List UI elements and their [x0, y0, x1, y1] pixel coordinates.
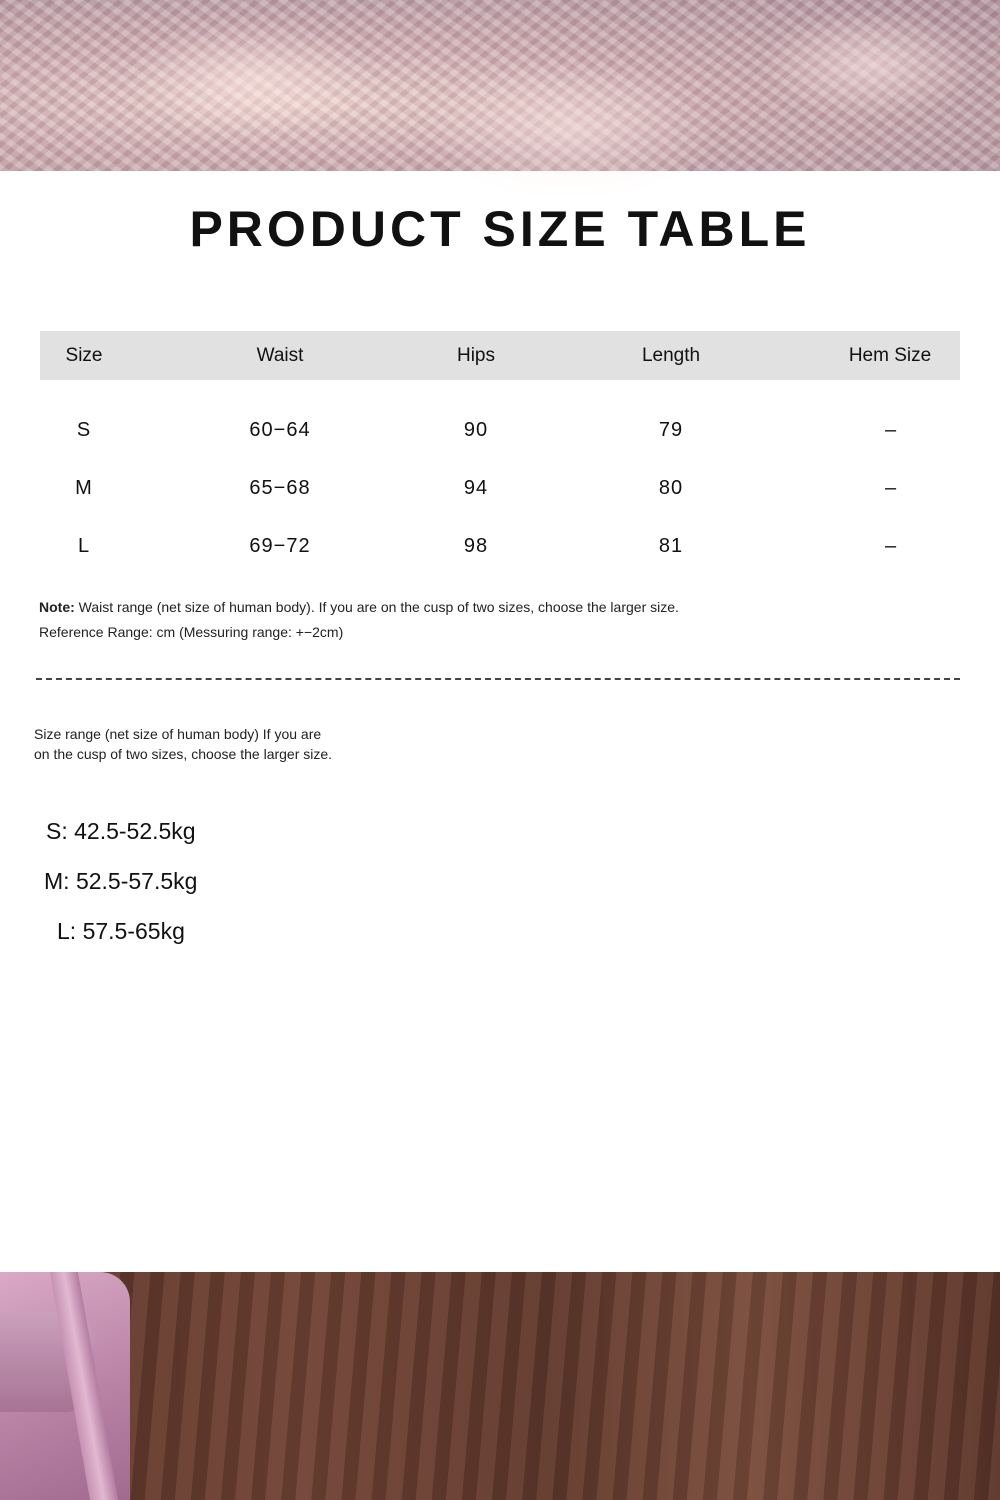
cell-length: 80: [658, 477, 684, 499]
cell-hips: 98: [463, 535, 489, 557]
cell-waist: 65−68: [249, 477, 311, 499]
header-size: Size: [65, 345, 103, 366]
cell-hips: 90: [463, 419, 489, 441]
header-hips: Hips: [456, 345, 496, 366]
handbag-photo: [0, 1272, 130, 1500]
cell-waist: 69−72: [249, 535, 311, 557]
table-row: [40, 401, 960, 459]
note-text: Waist range (net size of human body). If you are on the cusp of two sizes, choose the larger size.: [74, 599, 679, 615]
size-range-text: [34, 724, 394, 764]
cell-hem-size: –: [884, 419, 898, 441]
size-note: [39, 595, 679, 645]
cell-hem-size: –: [884, 535, 898, 557]
velvet-pants-photo: [0, 1272, 1000, 1500]
weight-m: M: 52.5-57.5kg: [44, 868, 198, 894]
weight-l: L: 57.5-65kg: [57, 918, 185, 944]
table-row: [40, 517, 960, 575]
header-waist: Waist: [256, 345, 304, 366]
note-line: [39, 595, 679, 620]
cell-size: M: [75, 477, 93, 499]
size-table: [40, 331, 960, 557]
cell-size: S: [76, 419, 92, 441]
weight-s: S: 42.5-52.5kg: [46, 818, 196, 844]
note-label: Note:: [39, 599, 75, 615]
table-header: [40, 331, 960, 380]
size-range-line: Size range (net size of human body) If you are: [34, 726, 322, 742]
page-title: PRODUCT SIZE TABLE: [189, 201, 811, 257]
cell-size: L: [77, 535, 91, 557]
knit-sweater-photo: [0, 0, 1000, 171]
cell-length: 79: [658, 419, 684, 441]
header-length: Length: [641, 345, 701, 366]
reference-range: Reference Range: cm (Messuring range: +−2cm): [39, 624, 344, 640]
cell-hem-size: –: [884, 477, 898, 499]
table-row: [40, 459, 960, 517]
dashed-divider: [36, 678, 960, 680]
cell-hips: 94: [463, 477, 489, 499]
cell-waist: 60−64: [249, 419, 311, 441]
header-hem-size: Hem Size: [848, 345, 932, 366]
cell-length: 81: [658, 535, 684, 557]
size-range-line: on the cusp of two sizes, choose the larger size.: [34, 746, 333, 762]
